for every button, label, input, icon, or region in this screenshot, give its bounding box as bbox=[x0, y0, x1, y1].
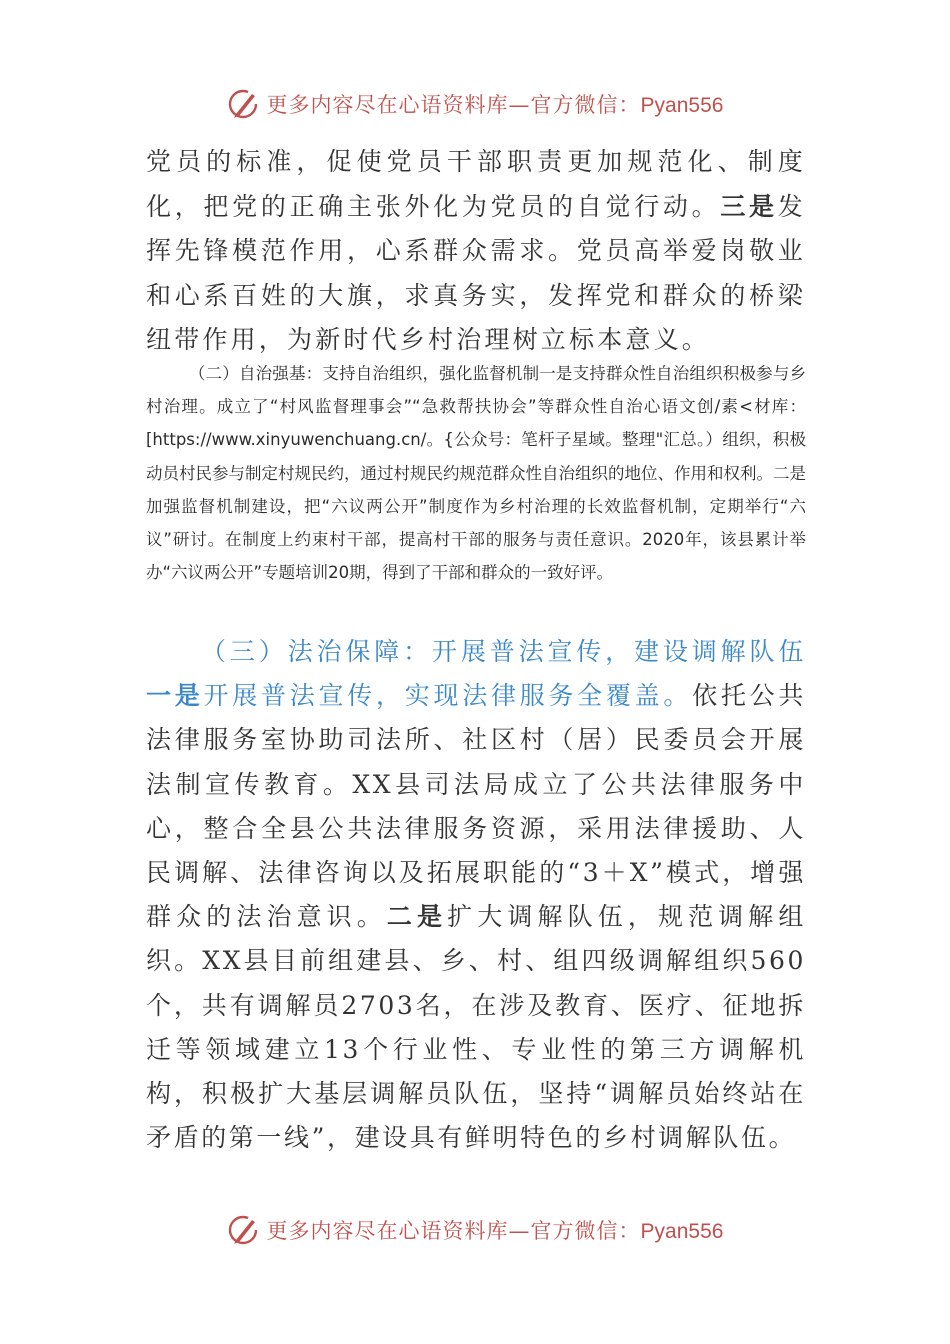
paragraph-self-governance: （二）自治强基：支持自治组织，强化监督机制一是支持群众性自治组织积极参与乡村治理。成立了“村风监督理事会”“急救帮扶协会”等群众性自治心语文创/素<材库：[https://www.xinyuwenchuang.cn/。{公众号：笔杆子星域。整理"汇总。）组织，积极动员村民参与制定村规民约，通过村规民约规范群众性自治组织的地位、作用和权利。二是加强监督机制建设，把“六议两公开”制度作为乡村治理的长效监督机制，定期举行“六议”研讨。在制度上约束村干部，提高村干部的服务与责任意识。2020年，该县累计举办“六议两公开”专题培训20期，得到了干部和群众的一致好评。 bbox=[146, 364, 806, 583]
pen-circle-logo-icon bbox=[227, 1213, 261, 1247]
watermark-footer bbox=[0, 1210, 950, 1250]
pen-circle-logo-icon bbox=[227, 87, 261, 121]
watermark-text: 更多内容尽在心语资料库—官方微信：Pyan556 bbox=[266, 93, 724, 117]
section-heading: （三）法治保障：开展普法宣传，建设调解队伍 bbox=[201, 637, 806, 666]
paragraph-party-standards: 党员的标准，促使党员干部职责更加规范化、制度化，把党的正确主张外化为党员的自觉行动。三是发挥先锋模范作用，心系群众需求。党员高举爱岗敬业和心系百姓的大旗，求真务实，发挥党和群众的桥梁纽带作用，为新时代乡村治理树立标本意义。 bbox=[146, 147, 806, 354]
paragraph-rule-of-law: （三）法治保障：开展普法宣传，建设调解队伍一是开展普法宣传，实现法律服务全覆盖。依托公共法律服务室协助司法所、社区村（居）民委员会开展法制宣传教育。XX县司法局成立了公共法律服务中心，整合全县公共法律服务资源，采用法律援助、人民调解、法律咨询以及拓展职能的“3＋X”模式，增强群众的法治意识。二是扩大调解队伍，规范调解组织。XX县目前组建县、乡、村、组四级调解组织560个，共有调解员2703名，在涉及教育、医疗、征地拆迁等领域建立13个行业性、专业性的第三方调解机构，积极扩大基层调解员队伍，坚持“调解员始终站在矛盾的第一线”，建设具有鲜明特色的乡村调解队伍。 bbox=[146, 637, 807, 1153]
watermark-text: 更多内容尽在心语资料库—官方微信：Pyan556 bbox=[266, 1219, 724, 1243]
watermark-header bbox=[0, 84, 950, 124]
